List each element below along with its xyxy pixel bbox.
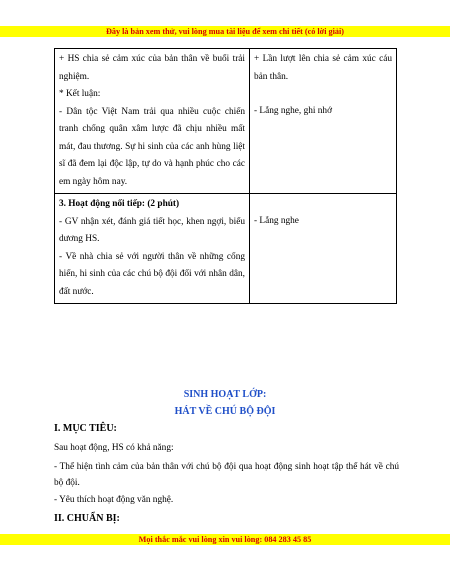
objectives-item: - Yêu thích hoạt động văn nghệ. bbox=[54, 495, 174, 505]
table-row bbox=[55, 194, 397, 304]
section-subtitle: HÁT VỀ CHÚ BỘ ĐỘI bbox=[174, 406, 276, 417]
teacher-line: + HS chia sẻ cảm xúc của bản thân về buổi trải nghiệm. bbox=[59, 54, 245, 82]
student-line: - Lắng nghe bbox=[254, 216, 299, 226]
objectives-heading: I. MỤC TIÊU: bbox=[54, 423, 117, 434]
preview-notice-text: Đây là bản xem thử, vui lòng mua tài liệu để xem chi tiết (có lời giải) bbox=[105, 27, 344, 36]
objectives-intro: Sau hoạt động, HS có khả năng: bbox=[54, 443, 174, 453]
student-activity-cell bbox=[250, 194, 397, 304]
student-line: - Lắng nghe, ghi nhớ bbox=[254, 106, 332, 116]
objectives-item: - Thể hiện tình cảm của bản thân với chú bộ đội qua hoạt động sinh hoạt tập thể hát về chú bộ đội. bbox=[54, 462, 399, 488]
table-row bbox=[55, 49, 397, 194]
teacher-activity-cell bbox=[55, 49, 250, 194]
contact-banner bbox=[0, 534, 450, 545]
preparation-heading: II. CHUẨN BỊ: bbox=[54, 513, 120, 524]
teacher-activity-cell bbox=[55, 194, 250, 304]
contact-text: Mọi thắc mắc vui lòng xin vui lòng: 084 283 45 85 bbox=[138, 535, 312, 544]
teacher-line: - Về nhà chia sẻ với người thân về những cống hiến, hi sinh của các chú bộ đội đối với nhân dân, đất nước. bbox=[59, 251, 245, 297]
lesson-activity-table bbox=[54, 48, 397, 304]
activity-heading: 3. Hoạt động nối tiếp: (2 phút) bbox=[59, 199, 180, 209]
student-activity-cell bbox=[250, 49, 397, 194]
preview-notice-banner bbox=[0, 26, 450, 37]
section-title: SINH HOẠT LỚP: bbox=[183, 389, 267, 400]
teacher-line: - GV nhận xét, đánh giá tiết học, khen ngợi, biểu dương HS. bbox=[59, 216, 245, 244]
student-line: + Lần lượt lên chia sẻ cảm xúc cáu bản thân. bbox=[254, 54, 392, 82]
teacher-line: - Dân tộc Việt Nam trải qua nhiều cuộc chiến tranh chống quân xâm lược đã chịu nhiều mất mát, đau thương. Sự hi sinh của các anh hùng liệt sĩ đã đem lại độc lập, tự do và hạnh phúc cho các em ngày hôm nay. bbox=[59, 106, 245, 187]
teacher-line: * Kết luận: bbox=[59, 89, 101, 99]
